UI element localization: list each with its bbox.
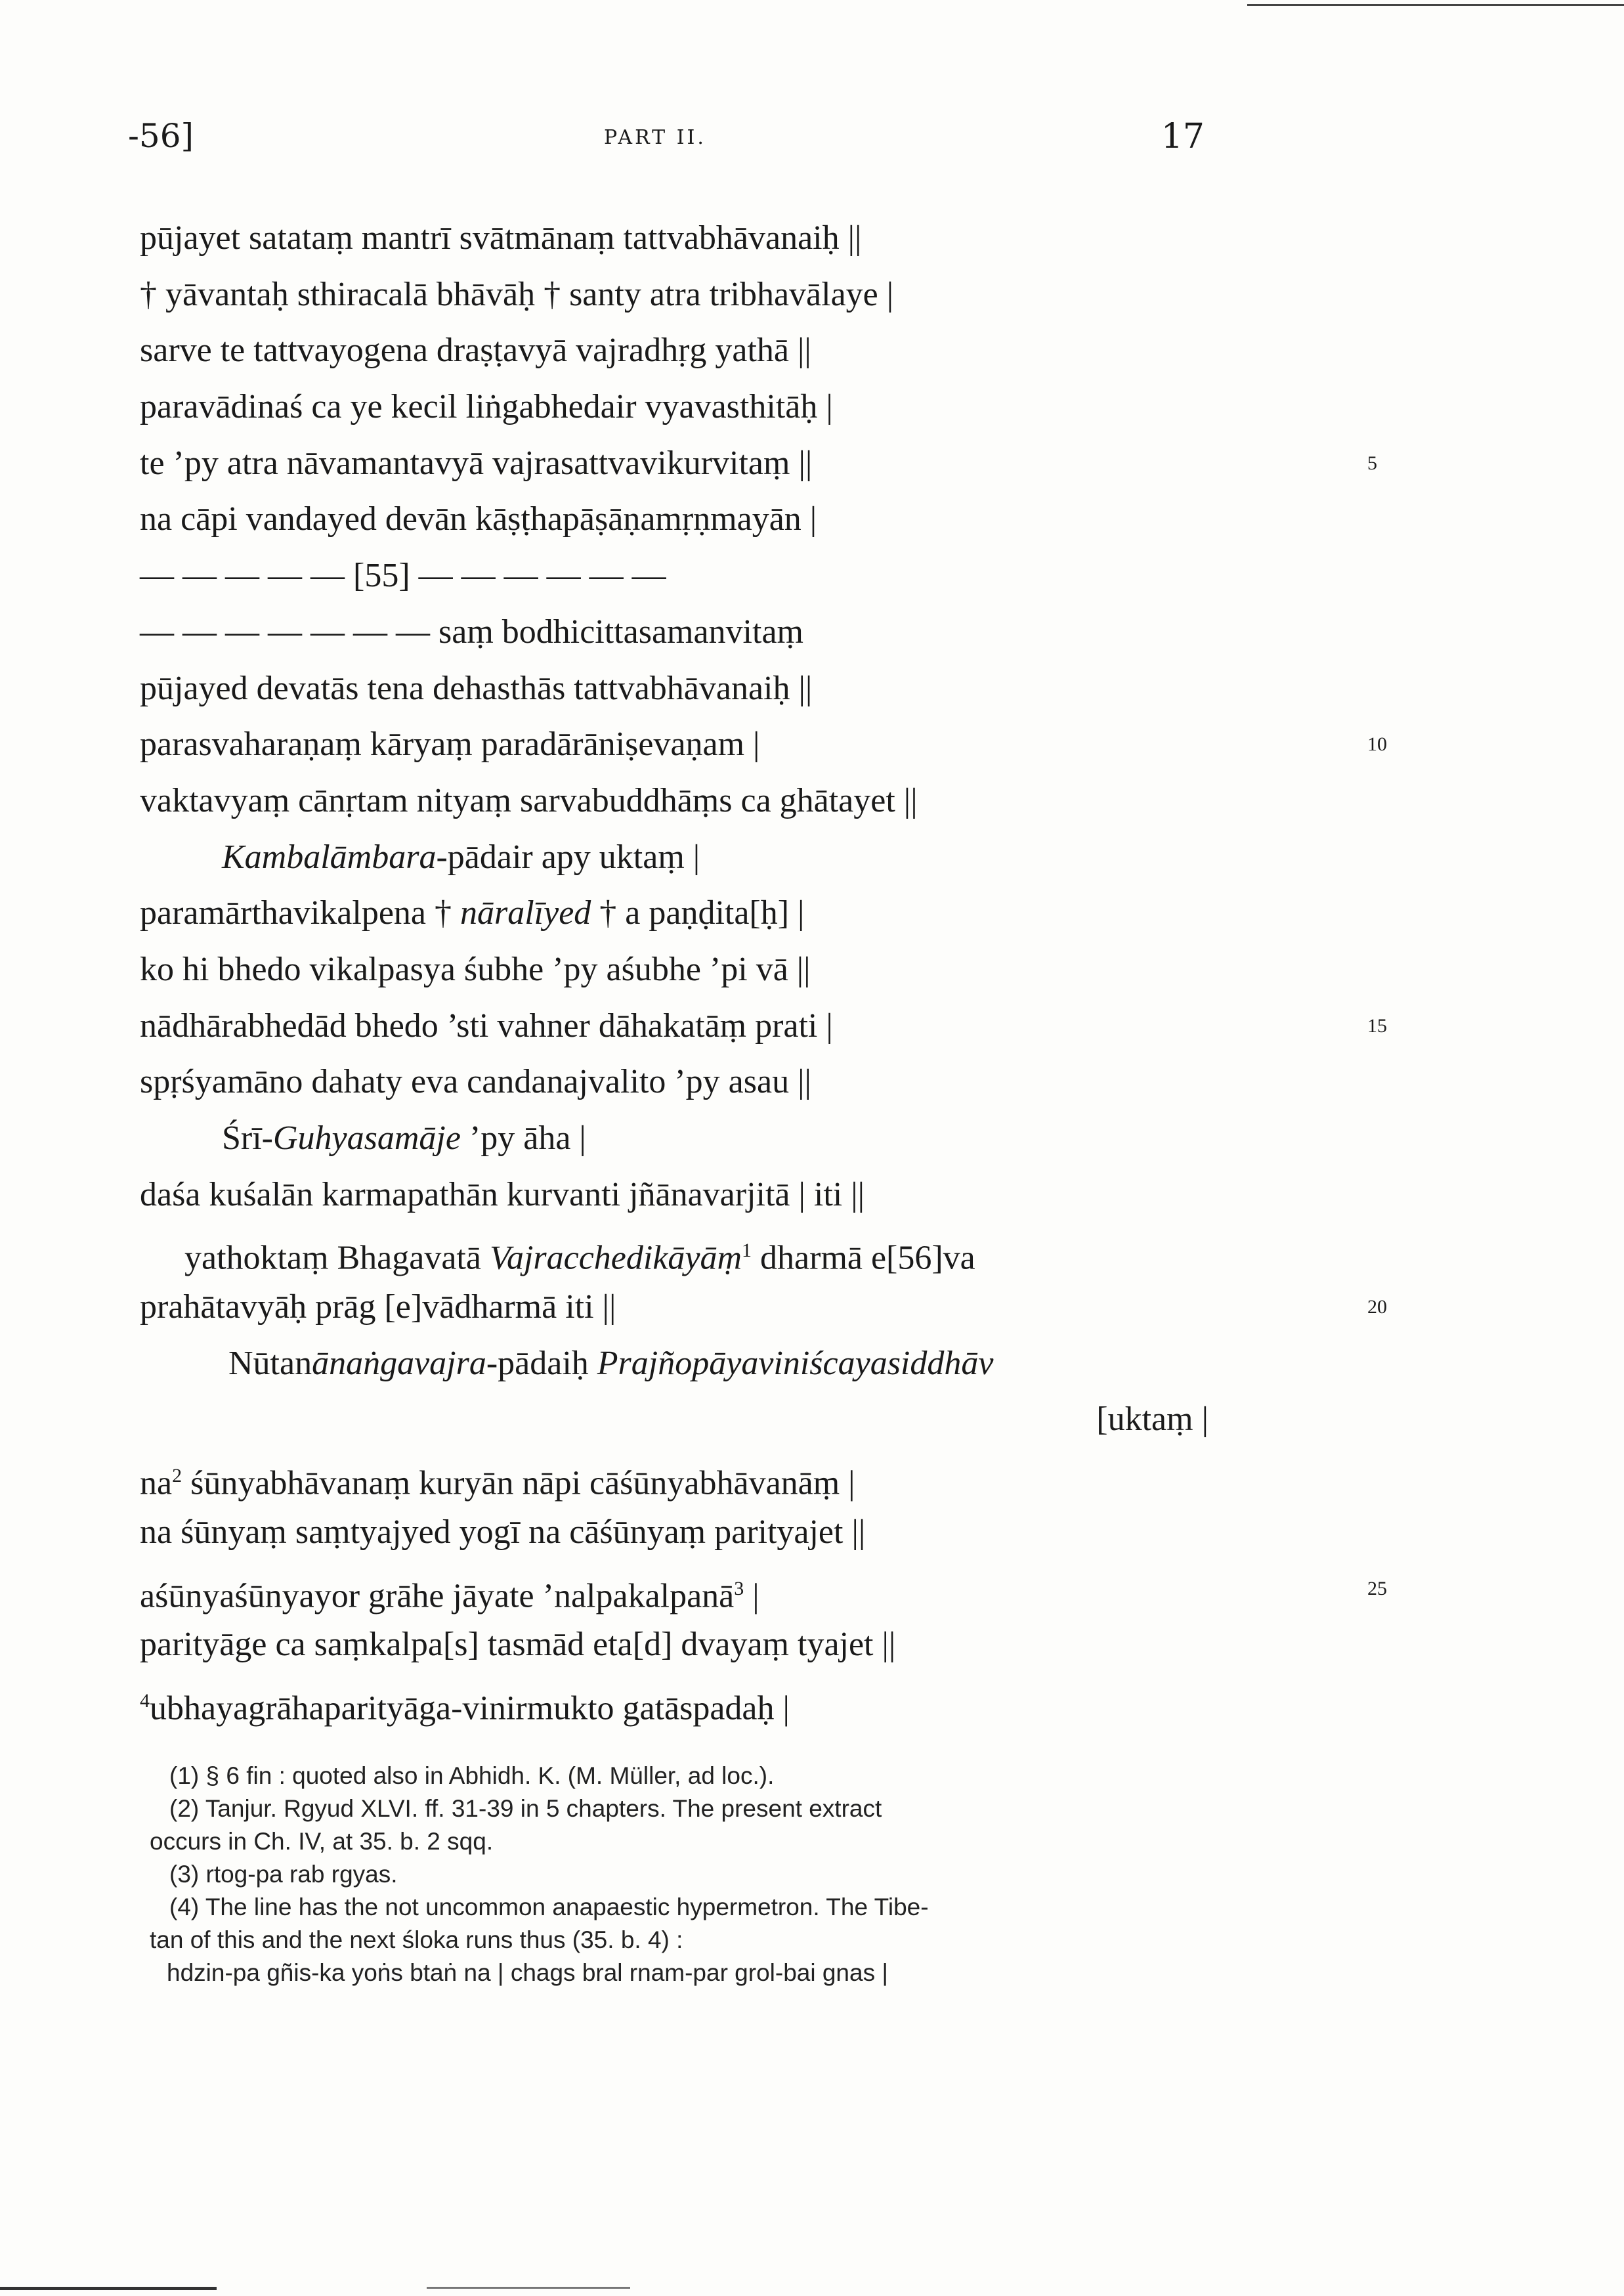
text-line: pūjayet satataṃ mantrī svātmānaṃ tattvabhāvanaiḥ || bbox=[140, 219, 862, 257]
footnote: (2) Tanjur. Rgyud XLVI. ff. 31-39 in 5 chapters. The present extract bbox=[169, 1795, 882, 1822]
footnote: (3) rtog-pa rab rgyas. bbox=[169, 1861, 398, 1888]
footnote-continuation: tan of this and the next śloka runs thus (35. b. 4) : bbox=[150, 1926, 683, 1953]
text-line: sarve te tattvayogena draṣṭavyā vajradhṛg yathā || bbox=[140, 332, 811, 370]
top-rule bbox=[1247, 4, 1624, 6]
running-header bbox=[128, 117, 1205, 169]
scan-edge-rule bbox=[427, 2287, 630, 2289]
footnote-continuation: occurs in Ch. IV, at 35. b. 2 sqq. bbox=[150, 1828, 494, 1855]
line-number: 10 bbox=[1367, 733, 1387, 756]
line-number: 20 bbox=[1367, 1296, 1387, 1318]
text-line: nādhārabhedād bhedo ’sti vahner dāhakatāṃ prati | 15 bbox=[140, 998, 1243, 1054]
citation-line: Kambalāmbara-pādair apy uktaṃ | bbox=[222, 838, 700, 876]
text-line: na śūnyaṃ saṃtyajyed yogī na cāśūnyaṃ parityajet || bbox=[140, 1513, 866, 1551]
text-line: aśūnyaśūnyayor grāhe jāyate ’nalpakalpanā$^3$ | 25 bbox=[140, 1561, 1243, 1617]
scan-edge-rule bbox=[0, 2287, 217, 2290]
citation-line: yathoktaṃ Bhagavatā Vajracchedikāyāṃ$^1$ dharmā e[56]va bbox=[184, 1239, 975, 1277]
lacuna-line: — — — — — — — saṃ bodhicittasamanvitaṃ bbox=[140, 613, 803, 651]
text-line: daśa kuśalān karmapathān kurvanti jñānavarjitā | iti || bbox=[140, 1175, 865, 1213]
text-line: pūjayed devatās tena dehasthās tattvabhāvanaiḥ || bbox=[140, 669, 813, 707]
text-line: † yāvantaḥ sthiracalā bhāvāḥ † santy atra tribhavālaye | bbox=[140, 275, 894, 313]
text-line: paravādinaś ca ye kecil liṅgabhedair vyavasthitāḥ | bbox=[140, 388, 833, 426]
footnote: (1) § 6 fin : quoted also in Abhidh. K. (M. Müller, ad loc.). bbox=[169, 1762, 775, 1789]
text-line: parasvaharaṇaṃ kāryaṃ paradārāniṣevaṇam | 10 bbox=[140, 716, 1243, 773]
line-number: 5 bbox=[1367, 452, 1377, 474]
overflow-line: [uktaṃ | bbox=[1096, 1400, 1208, 1439]
footnote-continuation: hdzin-pa gñis-ka yoṅs btaṅ na | chags bral rnam-par grol-bai gnas | bbox=[167, 1959, 888, 1986]
line-number: 15 bbox=[1367, 1014, 1387, 1037]
footnotes bbox=[150, 1760, 1226, 1989]
text-line: na cāpi vandayed devān kāṣṭhapāṣāṇamṛṇmayān | bbox=[140, 500, 817, 538]
lacuna-line: — — — — — [55] — — — — — — bbox=[140, 557, 666, 595]
citation-line: Śrī-Guhyasamāje ’py āha | bbox=[222, 1119, 586, 1157]
text-line: $na^2$ śūnyabhāvanaṃ kuryān nāpi cāśūnyabhāvanāṃ | bbox=[140, 1464, 855, 1502]
text-line: ko hi bhedo vikalpasya śubhe ’py aśubhe ’pi vā || bbox=[140, 950, 811, 988]
verse-text bbox=[140, 210, 1387, 1729]
footnote: (4) The line has the not uncommon anapaestic hypermetron. The Tibe- bbox=[169, 1894, 929, 1920]
text-line: spṛśyamāno dahaty eva candanajvalito ’py asau || bbox=[140, 1063, 811, 1101]
page-number: 17 bbox=[1161, 117, 1205, 156]
citation-line: Nūtanānaṅgavajra-pādaiḥ Prajñopāyaviniścayasiddhāv bbox=[228, 1344, 994, 1382]
text-line: parityāge ca saṃkalpa[s] tasmād eta[d] dvayaṃ tyajet || bbox=[140, 1626, 896, 1664]
text-line: prahātavyāḥ prāg [e]vādharmā iti || 20 bbox=[140, 1279, 1243, 1335]
part-title: PART II. bbox=[604, 126, 706, 149]
text-line: vaktavyaṃ cānṛtam nityaṃ sarvabuddhāṃs ca ghātayet || bbox=[140, 781, 918, 819]
text-line: te ’py atra nāvamantavyā vajrasattvavikurvitaṃ || 5 bbox=[140, 435, 1243, 492]
text-line: paramārthavikalpena † nāralīyed † a paṇḍita[ḥ] | bbox=[140, 894, 805, 932]
section-range: -56] bbox=[128, 117, 194, 155]
line-number: 25 bbox=[1367, 1577, 1387, 1599]
text-line: $^4$ubhayagrāhaparityāga-vinirmukto gatāspadaḥ | bbox=[140, 1689, 790, 1727]
